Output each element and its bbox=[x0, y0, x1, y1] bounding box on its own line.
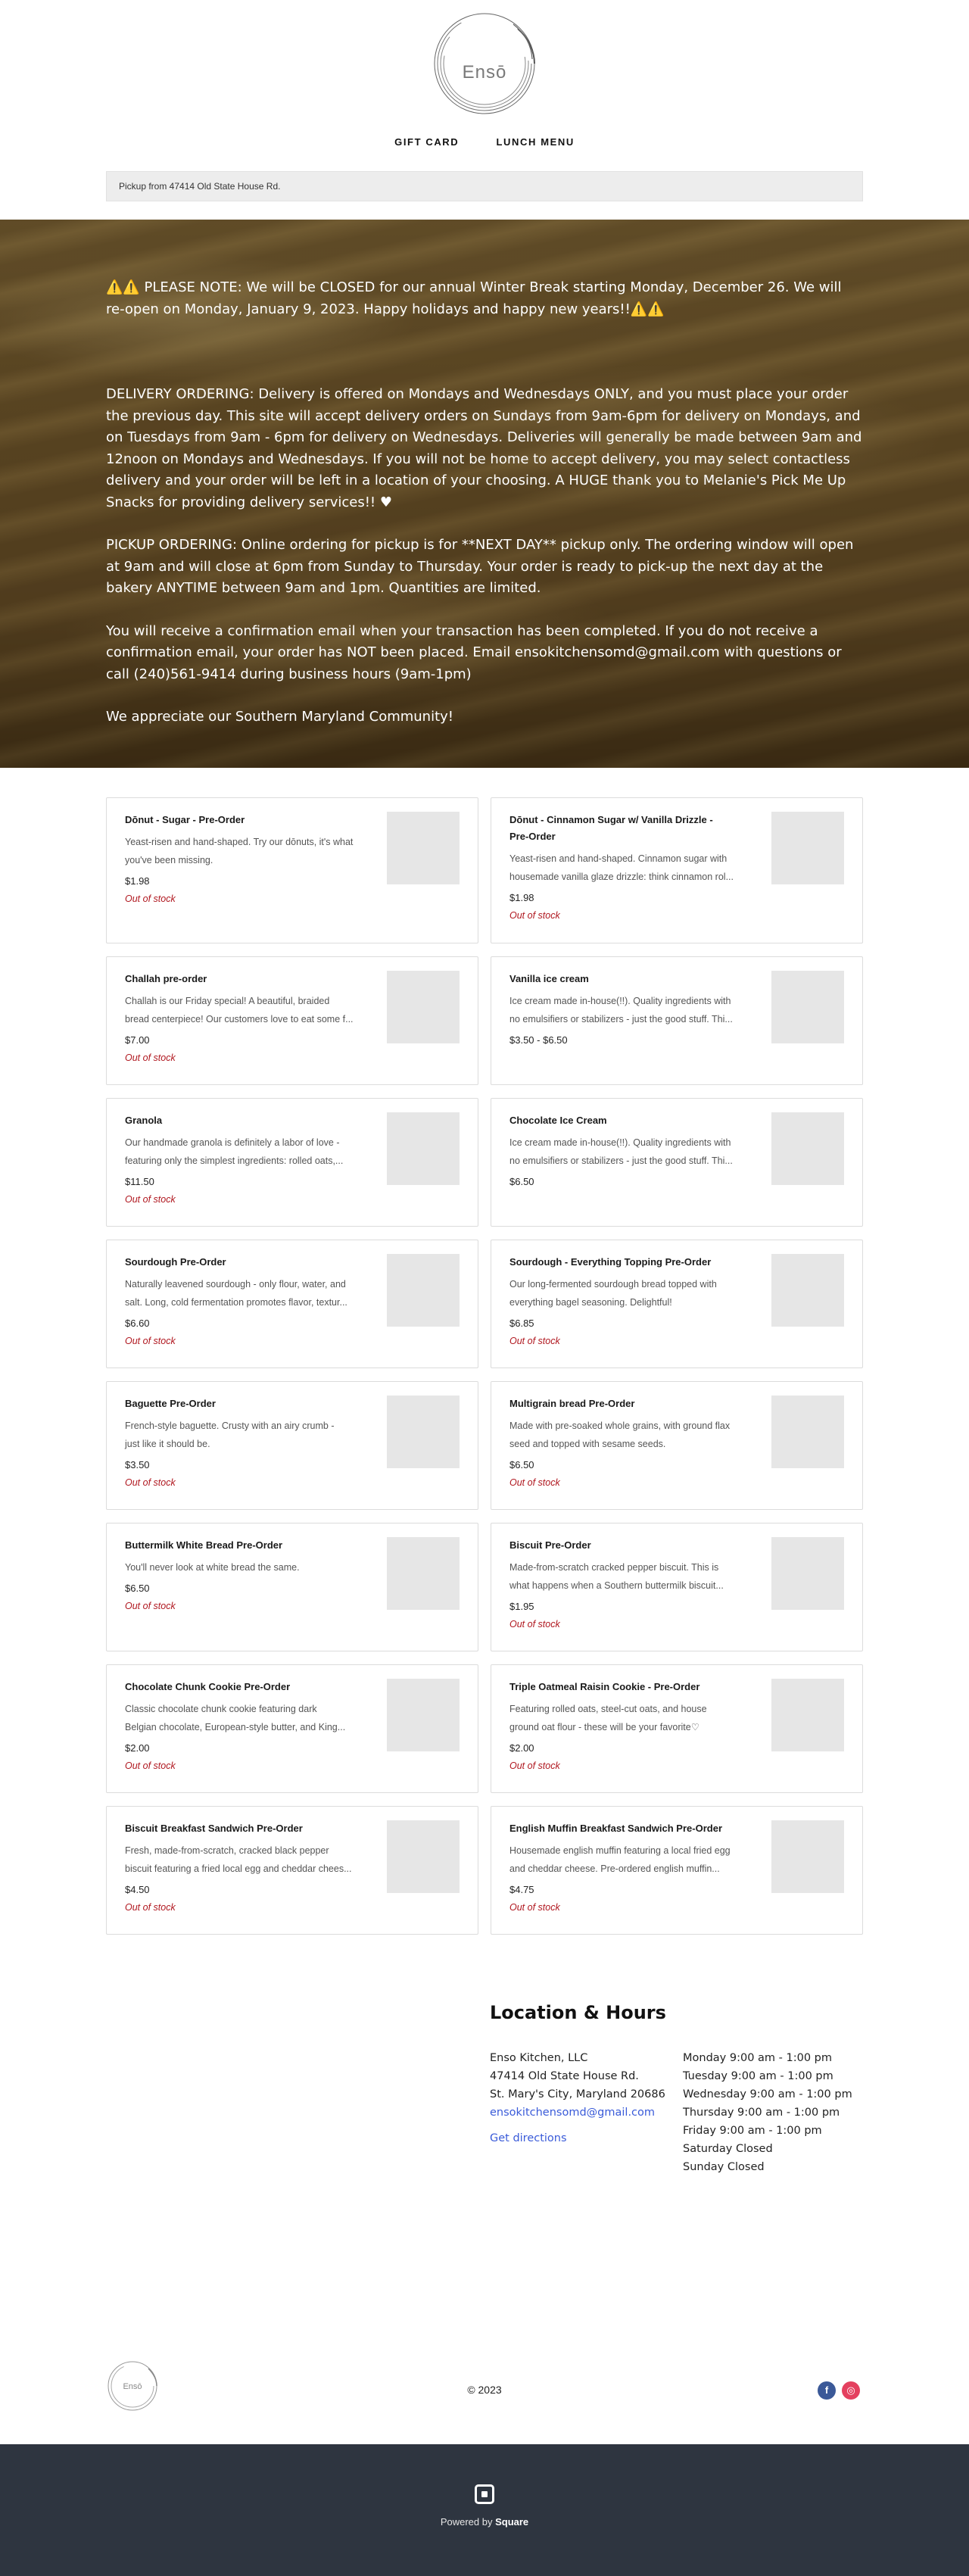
hero-banner bbox=[0, 220, 969, 768]
menu-item-card[interactable] bbox=[106, 1240, 478, 1368]
item-image-placeholder[interactable] bbox=[771, 1112, 844, 1185]
street-address: 47414 Old State House Rd. bbox=[490, 2070, 639, 2082]
item-price: $11.50 bbox=[125, 1176, 154, 1187]
out-of-stock-label: Out of stock bbox=[125, 893, 176, 904]
get-directions-link[interactable]: Get directions bbox=[490, 2132, 567, 2144]
item-description-line2: no emulsifiers or stabilizers - just the good stuff. Thi... bbox=[509, 1155, 733, 1166]
item-description-line2: salt. Long, cold fermentation promotes flavor, textur... bbox=[125, 1297, 347, 1308]
out-of-stock-label: Out of stock bbox=[125, 1760, 176, 1771]
item-price: $7.00 bbox=[125, 1034, 150, 1046]
out-of-stock-label: Out of stock bbox=[125, 1336, 176, 1346]
item-image-placeholder[interactable] bbox=[771, 1254, 844, 1327]
item-description: Our handmade granola is definitely a labor of love - bbox=[125, 1137, 340, 1148]
menu-item-card[interactable] bbox=[491, 956, 863, 1085]
item-description-line2: no emulsifiers or stabilizers - just the good stuff. Thi... bbox=[509, 1014, 733, 1024]
pickup-location-bar[interactable]: Pickup from 47414 Old State House Rd. bbox=[106, 171, 863, 201]
item-description-line2: Belgian chocolate, European-style butter, and King... bbox=[125, 1722, 346, 1732]
item-description-line2: bread centerpiece! Our customers love to eat some f... bbox=[125, 1014, 354, 1024]
item-description: Housemade english muffin featuring a local fried egg bbox=[509, 1845, 731, 1856]
item-description: Challah is our Friday special! A beautiful, braided bbox=[125, 996, 330, 1006]
confirmation-info: You will receive a confirmation email when your transaction has been completed. If you do not receive a confirmation email, your order has NOT been placed. Email ensokitchensomd@gmail.com with questions or call (240)561-9414 during business hours (9am-1pm) bbox=[106, 622, 842, 682]
item-description-line2: featuring only the simplest ingredients: rolled oats,... bbox=[125, 1155, 344, 1166]
item-description: Ice cream made in-house(!!). Quality ingredients with bbox=[509, 1137, 731, 1148]
company-name: Enso Kitchen, LLC bbox=[490, 2052, 588, 2064]
hours-monday: Monday 9:00 am - 1:00 pm bbox=[683, 2052, 832, 2064]
menu-item-card[interactable] bbox=[491, 1523, 863, 1651]
item-name: Chocolate Ice Cream bbox=[509, 1115, 607, 1126]
menu-item-card[interactable] bbox=[106, 1523, 478, 1651]
item-description: You'll never look at white bread the same. bbox=[125, 1562, 300, 1573]
menu-item-card[interactable] bbox=[491, 1098, 863, 1227]
item-description-line2: everything bagel seasoning. Delightful! bbox=[509, 1297, 672, 1308]
item-name: Granola bbox=[125, 1115, 163, 1126]
out-of-stock-label: Out of stock bbox=[509, 1477, 560, 1488]
item-name: Dōnut - Cinnamon Sugar w/ Vanilla Drizzle - bbox=[509, 814, 713, 825]
item-price: $3.50 bbox=[125, 1459, 150, 1470]
copyright: © 2023 bbox=[467, 2384, 502, 2396]
hours-sunday: Sunday Closed bbox=[683, 2161, 765, 2173]
nav-lunch-menu[interactable]: LUNCH MENU bbox=[496, 136, 575, 148]
instagram-icon[interactable]: ◎ bbox=[842, 2381, 860, 2400]
out-of-stock-label: Out of stock bbox=[509, 910, 560, 921]
menu-item-card[interactable] bbox=[106, 1806, 478, 1935]
menu-item-card[interactable] bbox=[106, 1098, 478, 1227]
item-name: Vanilla ice cream bbox=[509, 973, 589, 984]
location-title: Location & Hours bbox=[490, 2002, 666, 2023]
menu-item-card[interactable] bbox=[106, 1381, 478, 1510]
out-of-stock-label: Out of stock bbox=[125, 1902, 176, 1913]
city-address: St. Mary's City, Maryland 20686 bbox=[490, 2088, 665, 2100]
logo-text: Ensō bbox=[462, 62, 507, 83]
item-price: $3.50 - $6.50 bbox=[509, 1034, 568, 1046]
item-image-placeholder[interactable] bbox=[771, 1396, 844, 1468]
item-name-line2: Pre-Order bbox=[509, 831, 556, 842]
item-price: $1.95 bbox=[509, 1601, 534, 1612]
item-name: Sourdough Pre-Order bbox=[125, 1256, 226, 1268]
item-description: Classic chocolate chunk cookie featuring dark bbox=[125, 1704, 317, 1714]
appreciation-text: We appreciate our Southern Maryland Community! bbox=[106, 709, 454, 725]
item-image-placeholder[interactable] bbox=[387, 971, 460, 1043]
item-description-line2: you've been missing. bbox=[125, 855, 213, 865]
item-description-line2: just like it should be. bbox=[125, 1439, 210, 1449]
hours-tuesday: Tuesday 9:00 am - 1:00 pm bbox=[683, 2070, 833, 2082]
item-description: Featuring rolled oats, steel-cut oats, and house bbox=[509, 1704, 707, 1714]
item-image-placeholder[interactable] bbox=[387, 1679, 460, 1751]
top-nav bbox=[0, 136, 969, 148]
item-description: Naturally leavened sourdough - only flour, water, and bbox=[125, 1279, 346, 1290]
menu-item-card[interactable] bbox=[491, 1806, 863, 1935]
item-image-placeholder[interactable] bbox=[387, 1396, 460, 1468]
menu-item-card[interactable] bbox=[106, 1664, 478, 1793]
out-of-stock-label: Out of stock bbox=[125, 1477, 176, 1488]
item-price: $4.50 bbox=[125, 1884, 150, 1895]
email-link[interactable]: ensokitchensomd@gmail.com bbox=[490, 2107, 656, 2119]
item-name: Triple Oatmeal Raisin Cookie - Pre-Order bbox=[509, 1681, 700, 1692]
item-name: Chocolate Chunk Cookie Pre-Order bbox=[125, 1681, 291, 1692]
item-name: English Muffin Breakfast Sandwich Pre-Order bbox=[509, 1823, 722, 1834]
item-description: Yeast-risen and hand-shaped. Cinnamon sugar with bbox=[509, 853, 728, 864]
out-of-stock-label: Out of stock bbox=[509, 1760, 560, 1771]
item-description: Made with pre-soaked whole grains, with ground flax bbox=[509, 1421, 731, 1431]
item-image-placeholder[interactable] bbox=[387, 1820, 460, 1893]
item-price: $4.75 bbox=[509, 1884, 534, 1895]
item-price: $6.50 bbox=[125, 1583, 150, 1594]
hero-announcement bbox=[106, 277, 863, 750]
item-price: $2.00 bbox=[509, 1742, 534, 1754]
item-description-line2: ground oat flour - these will be your favorite♡ bbox=[509, 1722, 699, 1732]
item-price: $2.00 bbox=[125, 1742, 150, 1754]
out-of-stock-label: Out of stock bbox=[509, 1902, 560, 1913]
item-description-line2: seed and topped with sesame seeds. bbox=[509, 1439, 666, 1449]
item-name: Sourdough - Everything Topping Pre-Order bbox=[509, 1256, 712, 1268]
item-price: $6.50 bbox=[509, 1459, 534, 1470]
out-of-stock-label: Out of stock bbox=[509, 1619, 560, 1629]
menu-item-card[interactable] bbox=[106, 956, 478, 1085]
powered-by-text[interactable] bbox=[0, 2516, 969, 2528]
menu-item-card[interactable] bbox=[491, 1240, 863, 1368]
business-hours bbox=[683, 2049, 863, 2176]
out-of-stock-label: Out of stock bbox=[125, 1601, 176, 1611]
item-description: Ice cream made in-house(!!). Quality ingredients with bbox=[509, 996, 731, 1006]
site-header bbox=[0, 0, 969, 220]
item-image-placeholder[interactable] bbox=[771, 1679, 844, 1751]
powered-prefix: Powered by bbox=[440, 2516, 493, 2528]
item-name: Biscuit Breakfast Sandwich Pre-Order bbox=[125, 1823, 303, 1834]
item-price: $6.50 bbox=[509, 1176, 534, 1187]
item-description: Made-from-scratch cracked pepper biscuit. This is bbox=[509, 1562, 719, 1573]
item-name: Buttermilk White Bread Pre-Order bbox=[125, 1539, 283, 1551]
facebook-icon[interactable]: f bbox=[818, 2381, 836, 2400]
hours-friday: Friday 9:00 am - 1:00 pm bbox=[683, 2125, 822, 2137]
item-price: $1.98 bbox=[509, 892, 534, 903]
item-name: Biscuit Pre-Order bbox=[509, 1539, 591, 1551]
square-logo-icon[interactable] bbox=[475, 2484, 494, 2504]
item-image-placeholder[interactable] bbox=[387, 1537, 460, 1610]
item-description-line2: what happens when a Southern buttermilk biscuit... bbox=[509, 1580, 724, 1591]
item-name: Dōnut - Sugar - Pre-Order bbox=[125, 814, 245, 825]
item-name: Multigrain bread Pre-Order bbox=[509, 1398, 635, 1409]
item-description: French-style baguette. Crusty with an airy crumb - bbox=[125, 1421, 335, 1431]
hours-saturday: Saturday Closed bbox=[683, 2143, 773, 2155]
menu-item-card[interactable] bbox=[491, 1664, 863, 1793]
item-description-line2: housemade vanilla glaze drizzle: think cinnamon rol... bbox=[509, 872, 734, 882]
item-description: Our long-fermented sourdough bread topped with bbox=[509, 1279, 717, 1290]
delivery-info: DELIVERY ORDERING: Delivery is offered on Mondays and Wednesdays ONLY, and you must place your order the previous day. This site will accept delivery orders on Sundays from 9am-6pm for delivery on Mondays, and on Tuesdays from 9am - 6pm for delivery on Wednesdays. Deliveries will generally be made between 9am and 12noon on Mondays and Wednesdays. If you will not be home to accept delivery, you may select contactless delivery and your order will be left in a location of your choosing. A HUGE thank you to Melanie's Pick Me Up Snacks for providing delivery services!! ♥ bbox=[106, 386, 862, 510]
out-of-stock-label: Out of stock bbox=[509, 1336, 560, 1346]
item-image-placeholder[interactable] bbox=[771, 1820, 844, 1893]
nav-gift-card[interactable]: GIFT CARD bbox=[394, 136, 460, 148]
menu-item-card[interactable] bbox=[491, 1381, 863, 1510]
item-description: Yeast-risen and hand-shaped. Try our dōnuts, it's what bbox=[125, 837, 354, 847]
item-price: $1.98 bbox=[125, 875, 150, 887]
out-of-stock-label: Out of stock bbox=[125, 1053, 176, 1063]
item-image-placeholder[interactable] bbox=[771, 971, 844, 1043]
location-address bbox=[490, 2049, 679, 2147]
item-image-placeholder[interactable] bbox=[387, 1254, 460, 1327]
item-name: Baguette Pre-Order bbox=[125, 1398, 216, 1409]
hours-wednesday: Wednesday 9:00 am - 1:00 pm bbox=[683, 2088, 852, 2100]
item-description: Fresh, made-from-scratch, cracked black pepper bbox=[125, 1845, 329, 1856]
item-description-line2: biscuit featuring a fried local egg and cheddar chees... bbox=[125, 1863, 352, 1874]
item-image-placeholder[interactable] bbox=[771, 812, 844, 884]
item-image-placeholder[interactable] bbox=[387, 812, 460, 884]
item-name: Challah pre-order bbox=[125, 973, 207, 984]
menu-item-card[interactable] bbox=[106, 797, 478, 943]
powered-by-bar bbox=[0, 2444, 969, 2576]
item-image-placeholder[interactable] bbox=[387, 1112, 460, 1185]
item-price: $6.60 bbox=[125, 1318, 150, 1329]
item-price: $6.85 bbox=[509, 1318, 534, 1329]
brand-logo[interactable] bbox=[428, 8, 541, 120]
closure-notice: ⚠️⚠️ PLEASE NOTE: We will be CLOSED for our annual Winter Break starting Monday, December 26. We will re-open on Monday, January 9, 2023. Happy holidays and happy new years!!⚠️⚠️ bbox=[106, 279, 842, 317]
footer-logo-text: Ensō bbox=[123, 2382, 142, 2391]
item-description-line2: and cheddar cheese. Pre-ordered english muffin... bbox=[509, 1863, 720, 1874]
menu-item-card[interactable] bbox=[491, 797, 863, 943]
powered-brand: Square bbox=[495, 2516, 529, 2528]
pickup-info: PICKUP ORDERING: Online ordering for pickup is for **NEXT DAY** pickup only. The ordering window will open at 9am and will close at 6pm from Sunday to Thursday. Your order is ready to pick-up the next day at the bakery ANYTIME between 9am and 1pm. Quantities are limited. bbox=[106, 537, 854, 596]
hours-thursday: Thursday 9:00 am - 1:00 pm bbox=[683, 2107, 840, 2119]
item-image-placeholder[interactable] bbox=[771, 1537, 844, 1610]
out-of-stock-label: Out of stock bbox=[125, 1194, 176, 1205]
